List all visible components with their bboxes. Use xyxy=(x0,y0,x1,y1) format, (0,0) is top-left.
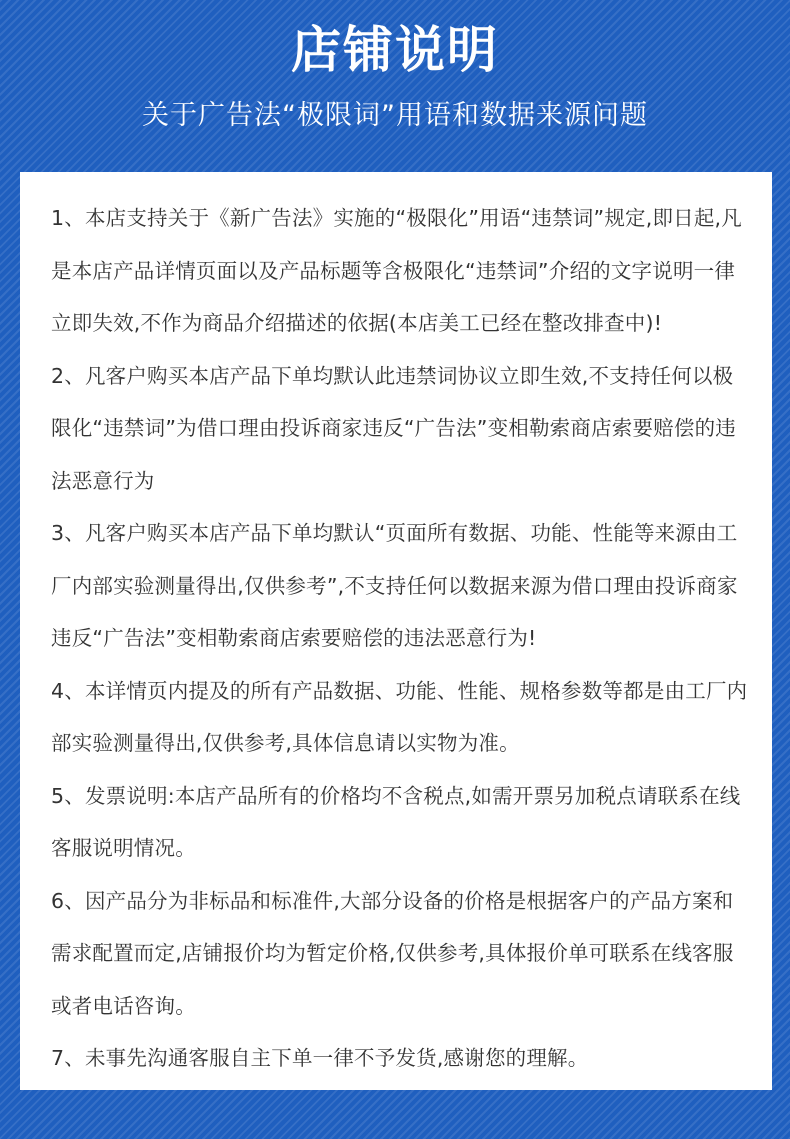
notice-item-4: 4、本详情页内提及的所有产品数据、功能、性能、规格参数等都是由工厂内部实验测量得出,仅供参考,具体信息请以实物为准。 xyxy=(51,678,748,755)
notice-item-3: 3、凡客户购买本店产品下单均默认“页面所有数据、功能、性能等来源由工厂内部实验测量得出,仅供参考”,不支持任何以数据来源为借口理由投诉商家违反“广告法”变相勒索商店索要赔偿的违法恶意行为! xyxy=(51,521,738,650)
notice-item-2: 2、凡客户购买本店产品下单均默认此违禁词协议立即生效,不支持任何以极限化“违禁词”为借口理由投诉商家违反“广告法”变相勒索商店索要赔偿的违法恶意行为 xyxy=(51,363,736,493)
page-subtitle: 关于广告法“极限词”用语和数据来源问题 xyxy=(142,100,648,131)
header-banner xyxy=(0,0,790,170)
notice-item-7: 7、未事先沟通客服自主下单一律不予发货,感谢您的理解。 xyxy=(51,1046,589,1070)
notice-item-6: 6、因产品分为非标品和标准件,大部分设备的价格是根据客户的产品方案和需求配置而定,店铺报价均为暂定价格,仅供参考,具体报价单可联系在线客服或者电话咨询。 xyxy=(51,888,734,1018)
notice-item-1: 1、本店支持关于《新广告法》实施的“极限化”用语“违禁词”规定,即日起,凡是本店产品详情页面以及产品标题等含极限化“违禁词”介绍的文字说明一律立即失效,不作为商品介绍描述的依据(本店美工已经在整改排查中)! xyxy=(51,206,742,335)
page-title: 店铺说明 xyxy=(291,21,499,79)
notice-panel xyxy=(20,172,772,1090)
notice-item-5: 5、发票说明:本店产品所有的价格均不含税点,如需开票另加税点请联系在线客服说明情况。 xyxy=(51,783,741,860)
